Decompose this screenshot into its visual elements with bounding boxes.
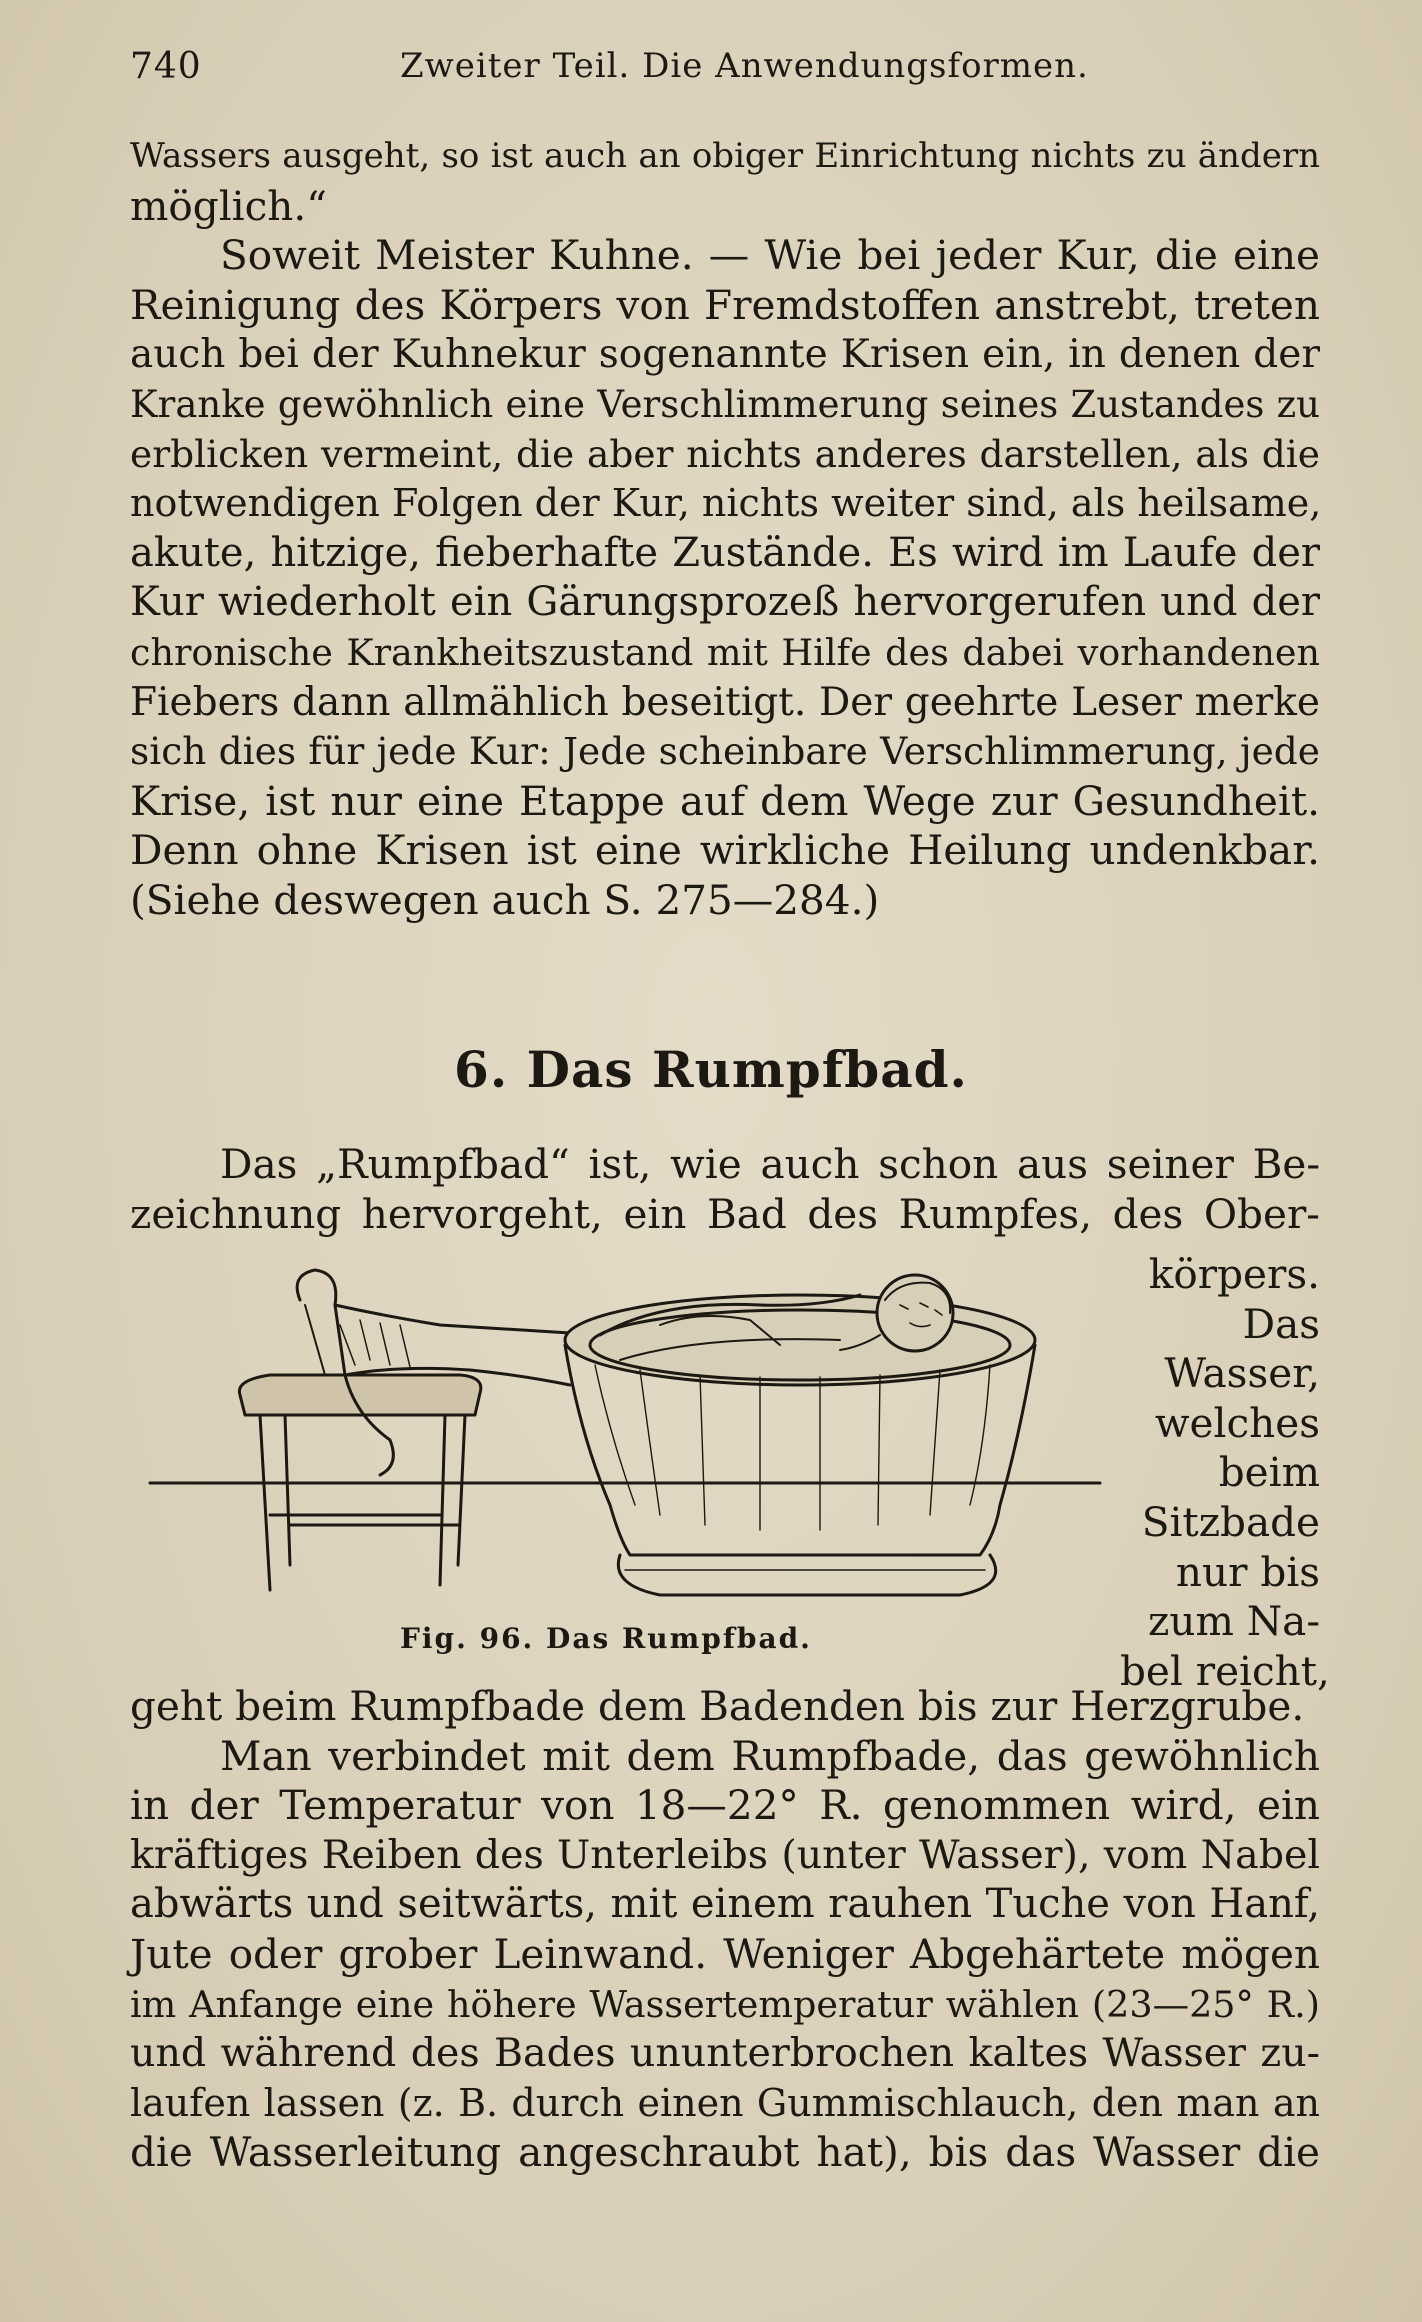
text-line: und während des Bades ununterbrochen kaltes Wasser zu- (130, 2030, 1320, 2077)
text-line: welches (1154, 1398, 1320, 1447)
text-line: sich dies für jede Kur: Jede scheinbare Verschlimmerung, jede (130, 729, 1320, 774)
text-line: abwärts und seitwärts, mit einem rauhen Tuche von Hanf, (130, 1881, 1320, 1928)
text-line: notwendigen Folgen der Kur, nichts weiter sind, als heilsame, (130, 481, 1322, 526)
paragraph-block-3 (130, 1682, 1320, 2178)
text-line: zum Na- (1148, 1597, 1320, 1646)
figure-side-text (1120, 1250, 1330, 1696)
text-line: akute, hitzige, fieberhafte Zustände. Es wird im Laufe der (130, 529, 1320, 576)
text-line: beim (1218, 1448, 1320, 1497)
text-line: zeichnung hervorgeht, ein Bad des Rumpfes, des Ober- (130, 1189, 1320, 1238)
running-title: Zweiter Teil. Die Anwendungsformen. (400, 46, 1089, 86)
text-line: nur bis (1175, 1547, 1320, 1596)
text-line: körpers. (1148, 1250, 1320, 1298)
legs-illustration (297, 1270, 620, 1475)
text-line: Krise, ist nur eine Etappe auf dem Wege zur Gesundheit. (130, 776, 1320, 825)
text-line: Soweit Meister Kuhne. — Wie bei jeder Kur, die eine (220, 231, 1320, 280)
text-line: chronische Krankheitszustand mit Hilfe des dabei vorhandenen (130, 630, 1320, 674)
text-line: auch bei der Kuhnekur sogenannte Krisen ein, in denen der (130, 332, 1320, 378)
text-line: Kur wiederholt ein Gärungsprozeß hervorgerufen und der (130, 579, 1320, 626)
text-line: Wassers ausgeht, so ist auch an obiger Einrichtung nichts zu ändern (130, 136, 1320, 176)
text-line: Fiebers dann allmählich beseitigt. Der geehrte Leser merke (130, 679, 1320, 725)
text-line: laufen lassen (z. B. durch einen Gummischlauch, den man an (130, 2080, 1320, 2125)
text-line: in der Temperatur von 18—22° R. genommen wird, ein (130, 1781, 1320, 1830)
text-line: Das „Rumpfbad“ ist, wie auch schon aus seiner Be- (220, 1140, 1320, 1188)
rumpfbad-illustration (140, 1265, 1110, 1625)
text-line: Man verbindet mit dem Rumpfbade, das gewöhnlich (220, 1731, 1320, 1780)
text-line: Kranke gewöhnlich eine Verschlimmerung seines Zustandes zu (130, 382, 1320, 426)
text-line: Jute oder grober Leinwand. Weniger Abgehärtete mögen (130, 1929, 1320, 1978)
text-line: Sitzbade (1141, 1497, 1320, 1546)
text-line: Das (1242, 1299, 1320, 1348)
text-line: die Wasserleitung angeschraubt hat), bis das Wasser die (130, 2128, 1320, 2177)
text-line: (Siehe deswegen auch S. 275—284.) (130, 875, 880, 924)
paragraph-block-2 (130, 1140, 1320, 1239)
figure-caption: Fig. 96. Das Rumpfbad. (400, 1622, 812, 1655)
text-line: erblicken vermeint, die aber nichts anderes darstellen, als die (130, 431, 1320, 476)
section-heading: 6. Das Rumpfbad. (454, 1040, 968, 1099)
page-header (130, 38, 1320, 98)
page-number: 740 (130, 46, 202, 87)
text-line: geht beim Rumpfbade dem Badenden bis zur Herzgrube. (130, 1682, 1305, 1730)
text-line: Wasser, (1164, 1349, 1320, 1398)
paragraph-block-1 (130, 132, 1320, 926)
text-line: bel reicht, (1120, 1646, 1330, 1695)
text-line: kräftiges Reiben des Unterleibs (unter Wasser), vom Nabel (130, 1831, 1320, 1878)
text-line: Reinigung des Körpers von Fremdstoffen anstrebt, treten (130, 280, 1320, 329)
text-line: Denn ohne Krisen ist eine wirkliche Heilung undenkbar. (130, 826, 1320, 875)
text-line: möglich.“ (130, 181, 327, 230)
text-line: im Anfange eine höhere Wassertemperatur wählen (23—25° R.) (130, 1982, 1320, 2026)
